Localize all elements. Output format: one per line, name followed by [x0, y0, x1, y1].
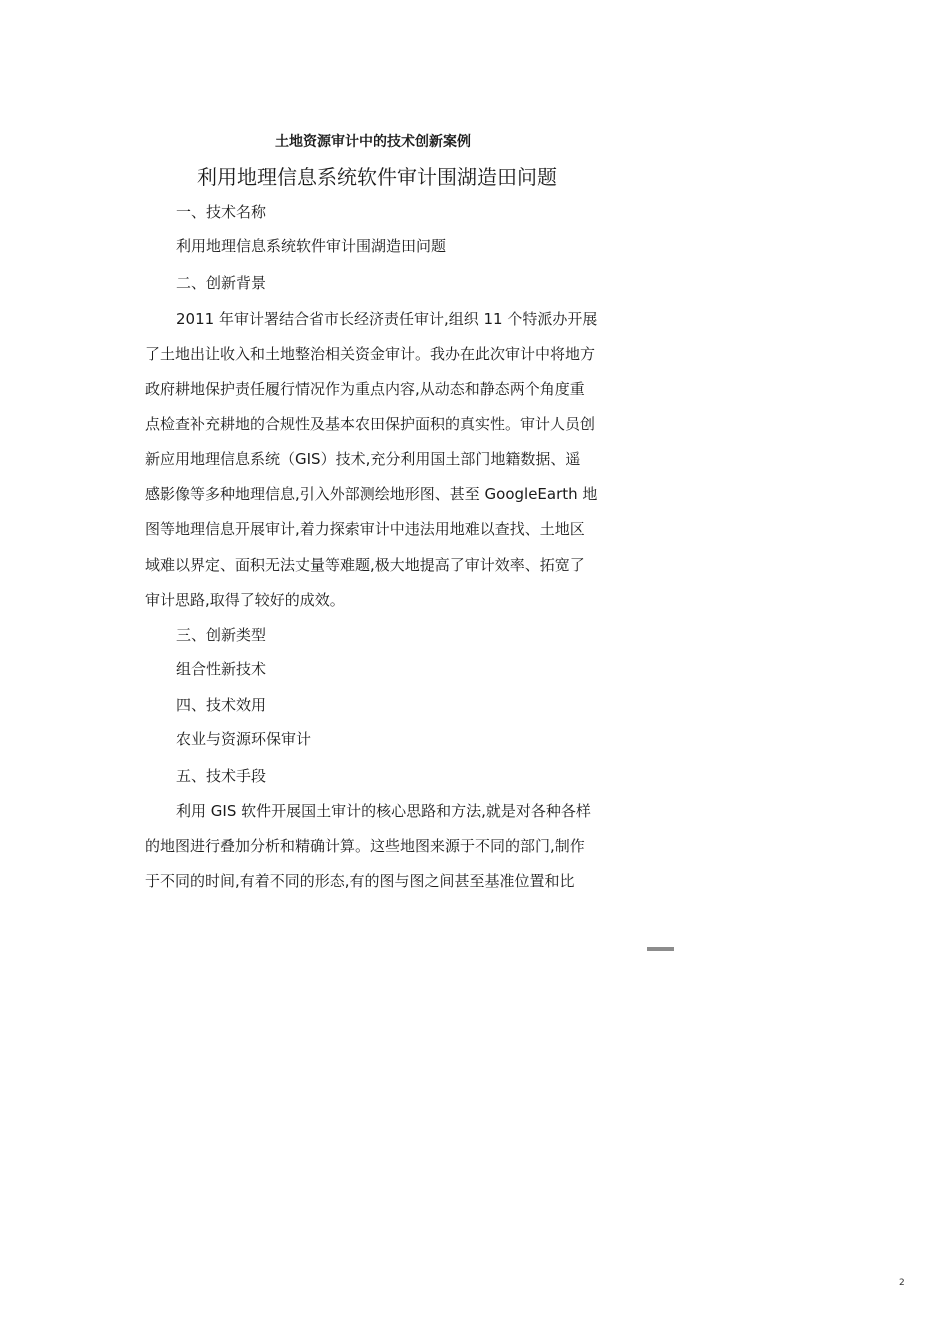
- background-line: 新应用地理信息系统（GIS）技术,充分利用国土部门地籍数据、遥: [145, 450, 581, 468]
- background-line: 了土地出让收入和土地整治相关资金审计。我办在此次审计中将地方: [145, 345, 596, 363]
- background-line: 图等地理信息开展审计,着力探索审计中违法用地难以查找、土地区: [145, 520, 585, 538]
- section-heading-tech-name: 一、技术名称: [176, 203, 267, 221]
- page-number: 2: [899, 1278, 905, 1288]
- section-heading-tech-utility: 四、技术效用: [176, 696, 267, 714]
- section-content-innovation-type: 组合性新技术: [176, 660, 267, 678]
- header-title: 土地资源审计中的技术创新案例: [275, 134, 471, 150]
- background-line: 政府耕地保护责任履行情况作为重点内容,从动态和静态两个角度重: [145, 380, 585, 398]
- section-heading-tech-means: 五、技术手段: [176, 767, 267, 785]
- means-line: 的地图进行叠加分析和精确计算。这些地图来源于不同的部门,制作: [145, 837, 585, 855]
- section-content-tech-name: 利用地理信息系统软件审计围湖造田问题: [176, 237, 447, 255]
- background-line: 点检查补充耕地的合规性及基本农田保护面积的真实性。审计人员创: [145, 415, 596, 433]
- section-content-tech-utility: 农业与资源环保审计: [176, 730, 312, 748]
- main-title: 利用地理信息系统软件审计围湖造田问题: [197, 165, 557, 189]
- section-heading-background: 二、创新背景: [176, 274, 267, 292]
- section-heading-innovation-type: 三、创新类型: [176, 626, 267, 644]
- background-line: 审计思路,取得了较好的成效。: [145, 591, 345, 609]
- means-line: 利用 GIS 软件开展国土审计的核心思路和方法,就是对各种各样: [176, 802, 591, 820]
- background-line: 感影像等多种地理信息,引入外部测绘地形图、甚至 GoogleEarth 地: [145, 485, 598, 503]
- separator-dash: [647, 947, 674, 951]
- background-line: 域难以界定、面积无法丈量等难题,极大地提高了审计效率、拓宽了: [145, 556, 585, 574]
- means-line: 于不同的时间,有着不同的形态,有的图与图之间甚至基准位置和比: [145, 872, 575, 890]
- background-line: 2011 年审计署结合省市长经济责任审计,组织 11 个特派办开展: [176, 310, 598, 328]
